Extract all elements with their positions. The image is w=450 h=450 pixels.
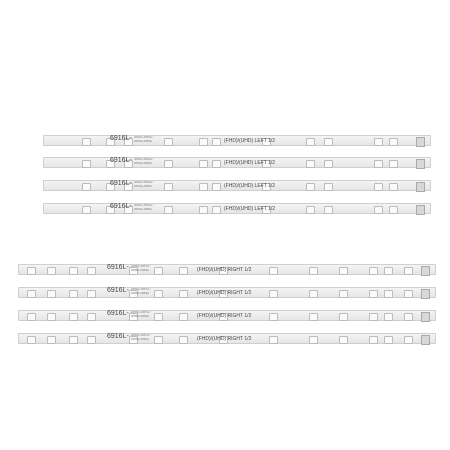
led-chip bbox=[47, 313, 56, 321]
led-chip bbox=[269, 336, 278, 344]
led-chip bbox=[164, 183, 173, 191]
led-chip bbox=[389, 160, 398, 168]
led-chip bbox=[47, 336, 56, 344]
led-chip bbox=[384, 290, 393, 298]
led-chip bbox=[69, 267, 78, 275]
led-chip bbox=[374, 183, 383, 191]
led-chip bbox=[179, 267, 188, 275]
side-label: (FHD)/(UHD) LEFT 1/2 bbox=[224, 160, 276, 166]
led-chip bbox=[69, 336, 78, 344]
led-chip bbox=[212, 206, 221, 214]
side-label: (FHD)/(UHD) RIGHT 1/2 bbox=[197, 290, 252, 296]
fine-print-label: 2056A 2057A / 2058A 2059A bbox=[131, 264, 151, 272]
right-led-strip bbox=[18, 310, 436, 321]
led-chip bbox=[404, 290, 413, 298]
led-chip bbox=[164, 160, 173, 168]
fine-print-label: 2052A 2053A / 2054A 2055A bbox=[134, 135, 154, 143]
fine-print-label: 2052A 2053A / 2054A 2055A bbox=[134, 180, 154, 188]
led-chip bbox=[324, 138, 333, 146]
led-chip bbox=[69, 313, 78, 321]
led-chip bbox=[87, 290, 96, 298]
fine-print-label: 2052A 2053A / 2054A 2055A bbox=[134, 157, 154, 165]
led-chip bbox=[199, 206, 208, 214]
led-chip bbox=[369, 313, 378, 321]
led-chip bbox=[384, 267, 393, 275]
led-chip bbox=[324, 160, 333, 168]
led-chip bbox=[269, 290, 278, 298]
led-chip bbox=[404, 267, 413, 275]
led-chip bbox=[309, 267, 318, 275]
led-chip bbox=[27, 290, 36, 298]
led-chip bbox=[27, 313, 36, 321]
led-chip bbox=[164, 138, 173, 146]
led-chip bbox=[87, 313, 96, 321]
led-chip bbox=[69, 290, 78, 298]
led-chip bbox=[82, 183, 91, 191]
part-number-label: 6916L- bbox=[110, 135, 132, 142]
part-number-label: 6916L- bbox=[107, 310, 129, 317]
connector bbox=[416, 182, 425, 192]
fine-print-label: 2056A 2057A / 2058A 2059A bbox=[131, 310, 151, 318]
right-led-strip bbox=[18, 287, 436, 298]
left-led-strip bbox=[43, 157, 431, 168]
led-chip bbox=[374, 138, 383, 146]
led-chip bbox=[179, 313, 188, 321]
led-chip bbox=[339, 290, 348, 298]
connector bbox=[416, 205, 425, 215]
led-chip bbox=[339, 336, 348, 344]
led-chip bbox=[404, 336, 413, 344]
part-number-label: 6916L- bbox=[110, 157, 132, 164]
connector bbox=[421, 266, 430, 276]
side-label: (FHD)/(UHD) RIGHT 1/2 bbox=[197, 267, 252, 273]
led-chip bbox=[212, 160, 221, 168]
led-chip bbox=[339, 313, 348, 321]
fine-print-label: 2052A 2053A / 2054A 2055A bbox=[134, 203, 154, 211]
fine-print-label: 2056A 2057A / 2058A 2059A bbox=[131, 287, 151, 295]
led-chip bbox=[47, 290, 56, 298]
led-chip bbox=[269, 267, 278, 275]
led-chip bbox=[179, 290, 188, 298]
led-chip bbox=[389, 206, 398, 214]
led-chip bbox=[309, 290, 318, 298]
led-chip bbox=[82, 206, 91, 214]
left-led-strip bbox=[43, 203, 431, 214]
connector bbox=[421, 335, 430, 345]
led-chip bbox=[389, 183, 398, 191]
led-chip bbox=[82, 138, 91, 146]
led-chip bbox=[82, 160, 91, 168]
left-led-strip bbox=[43, 135, 431, 146]
fine-print-label: 2056A 2057A / 2058A 2059A bbox=[131, 333, 151, 341]
right-led-strip bbox=[18, 333, 436, 344]
side-label: (FHD)/(UHD) RIGHT 1/2 bbox=[197, 313, 252, 319]
led-chip bbox=[199, 138, 208, 146]
led-chip bbox=[339, 267, 348, 275]
led-chip bbox=[87, 267, 96, 275]
led-chip bbox=[384, 336, 393, 344]
led-chip bbox=[369, 267, 378, 275]
led-chip bbox=[27, 267, 36, 275]
part-number-label: 6916L- bbox=[107, 333, 129, 340]
led-chip bbox=[199, 160, 208, 168]
connector bbox=[421, 312, 430, 322]
right-led-strip bbox=[18, 264, 436, 275]
part-number-label: 6916L- bbox=[107, 287, 129, 294]
led-chip bbox=[199, 183, 208, 191]
led-chip bbox=[374, 206, 383, 214]
led-chip bbox=[404, 313, 413, 321]
led-chip bbox=[369, 336, 378, 344]
led-chip bbox=[306, 183, 315, 191]
led-chip bbox=[324, 183, 333, 191]
led-chip bbox=[384, 313, 393, 321]
led-chip bbox=[179, 336, 188, 344]
led-chip bbox=[369, 290, 378, 298]
led-chip bbox=[306, 206, 315, 214]
led-chip bbox=[389, 138, 398, 146]
part-number-label: 6916L- bbox=[110, 180, 132, 187]
side-label: (FHD)/(UHD) LEFT 1/2 bbox=[224, 206, 276, 212]
part-number-label: 6916L- bbox=[107, 264, 129, 271]
side-label: (FHD)/(UHD) LEFT 1/2 bbox=[224, 183, 276, 189]
led-chip bbox=[306, 138, 315, 146]
led-chip bbox=[164, 206, 173, 214]
led-chip bbox=[269, 313, 278, 321]
led-chip bbox=[324, 206, 333, 214]
connector bbox=[421, 289, 430, 299]
led-chip bbox=[47, 267, 56, 275]
led-chip bbox=[374, 160, 383, 168]
side-label: (FHD)/(UHD) LEFT 1/2 bbox=[224, 138, 276, 144]
side-label: (FHD)/(UHD) RIGHT 1/2 bbox=[197, 336, 252, 342]
part-number-label: 6916L- bbox=[110, 203, 132, 210]
led-chip bbox=[309, 313, 318, 321]
led-chip bbox=[212, 138, 221, 146]
led-chip bbox=[309, 336, 318, 344]
connector bbox=[416, 159, 425, 169]
led-chip bbox=[306, 160, 315, 168]
left-led-strip bbox=[43, 180, 431, 191]
connector bbox=[416, 137, 425, 147]
led-chip bbox=[87, 336, 96, 344]
led-chip bbox=[212, 183, 221, 191]
led-chip bbox=[27, 336, 36, 344]
